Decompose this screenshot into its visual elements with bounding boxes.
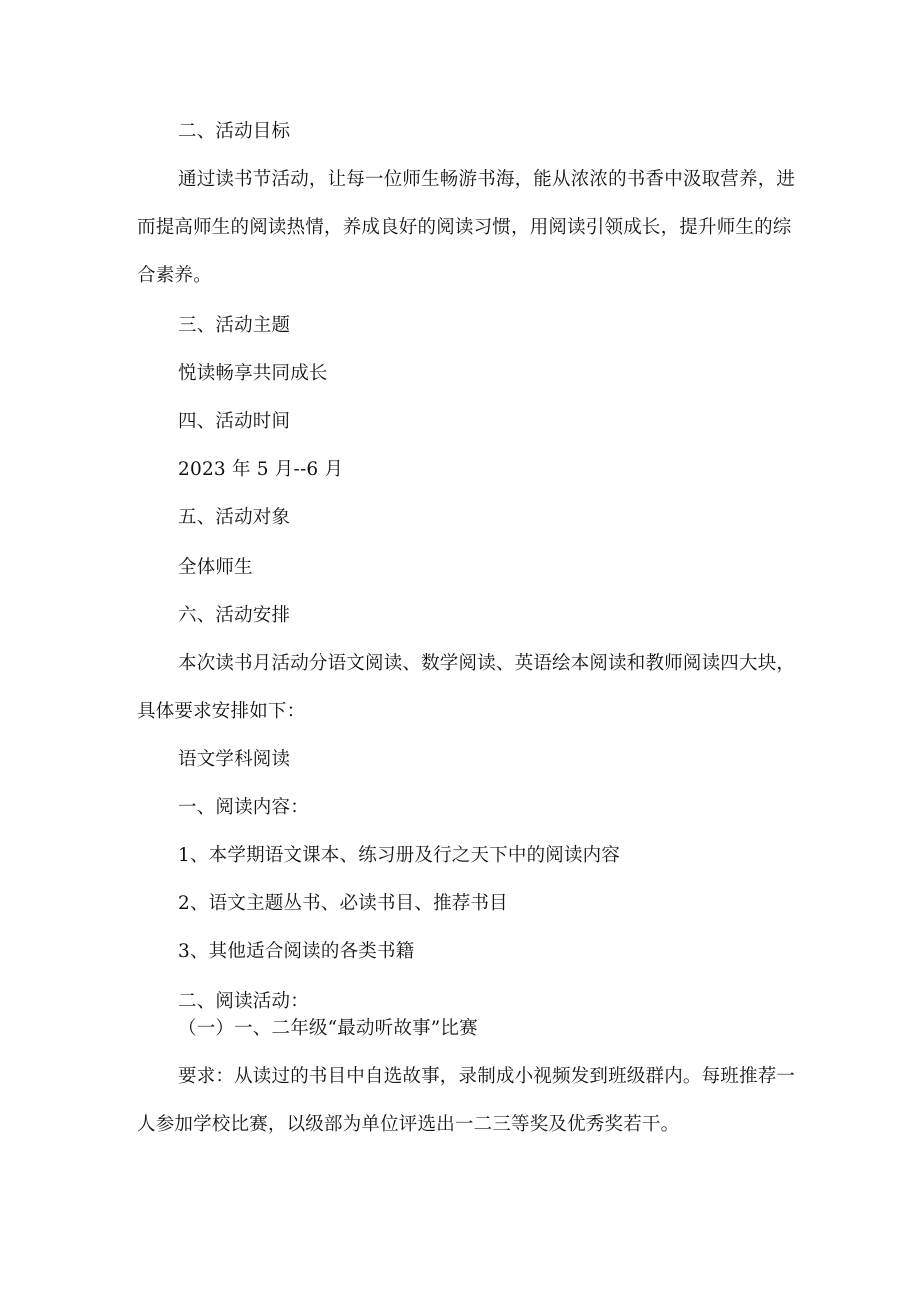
chinese-reading-heading: 语文学科阅读 [178, 749, 291, 770]
reading-content-item-2: 2、语文主题丛书、必读书目、推荐书目 [178, 893, 508, 914]
section-heading-time: 四、活动时间 [178, 411, 291, 432]
activity-1-title: （一）一、二年级“最动听故事”比赛 [178, 1018, 478, 1039]
reading-content-item-3: 3、其他适合阅读的各类书籍 [178, 941, 415, 962]
reading-content-heading: 一、阅读内容： [178, 797, 309, 818]
section-heading-arrangement: 六、活动安排 [178, 605, 291, 626]
audience-text: 全体师生 [178, 557, 253, 578]
arrangement-paragraph-line-1: 本次读书月活动分语文阅读、数学阅读、英语绘本阅读和教师阅读四大块， [178, 653, 796, 674]
section-heading-goals: 二、活动目标 [178, 121, 291, 142]
goals-paragraph-line-3: 合素养。 [137, 265, 212, 286]
reading-activity-heading: 二、阅读活动： [178, 991, 309, 1012]
goals-paragraph-line-2: 而提高师生的阅读热情，养成良好的阅读习惯，用阅读引领成长，提升师生的综 [137, 217, 792, 238]
section-heading-audience: 五、活动对象 [178, 507, 291, 528]
time-text: 2023 年 5 月--6 月 [178, 459, 344, 480]
theme-text: 悦读畅享共同成长 [178, 363, 328, 384]
goals-paragraph-line-1: 通过读书节活动，让每一位师生畅游书海，能从浓浓的书香中汲取营养，进 [178, 169, 796, 190]
activity-1-requirement-line-1: 要求：从读过的书目中自选故事，录制成小视频发到班级群内。每班推荐一 [178, 1066, 796, 1087]
reading-content-item-1: 1、本学期语文课本、练习册及行之天下中的阅读内容 [178, 845, 621, 866]
section-heading-theme: 三、活动主题 [178, 315, 291, 336]
arrangement-paragraph-line-2: 具体要求安排如下： [137, 701, 306, 722]
activity-1-requirement-line-2: 人参加学校比赛，以级部为单位评选出一二三等奖及优秀奖若干。 [137, 1114, 680, 1135]
